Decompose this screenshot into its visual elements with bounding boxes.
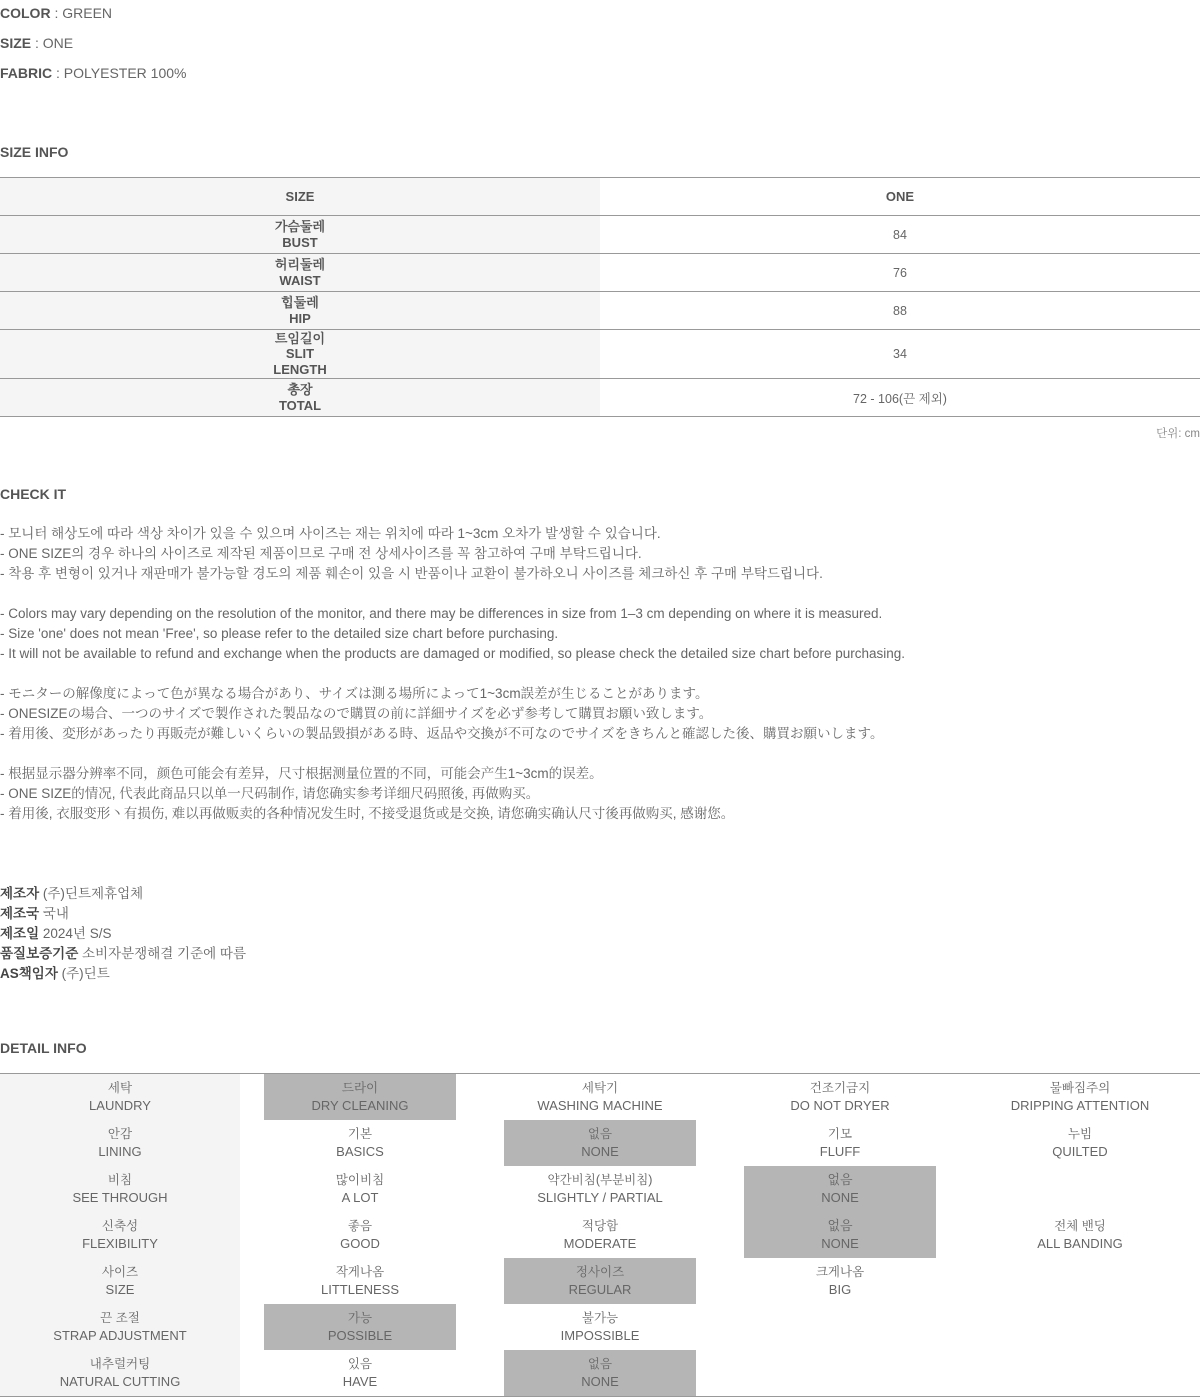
size-row-value: 72 - 106(끈 제외) <box>853 391 947 406</box>
check-it-notes <box>0 524 1200 844</box>
detail-option-selected <box>504 1120 696 1166</box>
detail-option <box>264 1212 456 1258</box>
spec-color <box>0 4 112 22</box>
detail-option <box>504 1212 696 1258</box>
detail-option-ko: 있음 <box>347 1357 373 1371</box>
detail-option-cell <box>240 1304 480 1350</box>
detail-option-selected <box>264 1074 456 1120</box>
detail-head-inner <box>0 1258 240 1304</box>
detail-option-ko: 작게나옴 <box>335 1265 385 1279</box>
note-line: - ONE SIZE의 경우 하나의 사이즈로 제작된 제품이므로 구매 전 상세사이즈를 꼭 참고하여 구매 부탁드립니다. <box>0 546 642 561</box>
detail-option-en: GOOD <box>340 1236 380 1251</box>
detail-option-ko: 적당함 <box>581 1219 619 1233</box>
note-line: - 착용 후 변형이 있거나 재판매가 불가능할 경도의 제품 훼손이 있을 시 반품이나 교환이 불가하오니 사이즈를 체크하신 후 구매 부탁드립니다. <box>0 566 823 581</box>
size-row-label-en: HIP <box>289 310 311 326</box>
mfr-line <box>0 884 246 904</box>
size-header-value: ONE <box>885 189 915 204</box>
detail-option <box>264 1166 456 1212</box>
size-row-label-ko: 허리둘레 <box>274 257 326 272</box>
detail-option-cell <box>240 1350 480 1396</box>
detail-row-head <box>0 1350 240 1396</box>
detail-option-selected <box>264 1304 456 1350</box>
detail-row-head <box>0 1074 240 1120</box>
detail-row-head <box>0 1304 240 1350</box>
detail-option-en: BIG <box>828 1282 852 1297</box>
mfr-value: 국내 <box>39 906 69 921</box>
detail-head-en: NATURAL CUTTING <box>59 1374 181 1389</box>
detail-option-ko: 세탁기 <box>581 1081 619 1095</box>
detail-option-ko: 전체 밴딩 <box>1054 1219 1106 1233</box>
detail-option-en: BASICS <box>336 1144 384 1159</box>
detail-option-en: DRIPPING ATTENTION <box>1010 1098 1150 1113</box>
detail-head-inner <box>0 1120 240 1166</box>
detail-option <box>744 1258 936 1304</box>
detail-option-cell <box>240 1074 480 1120</box>
detail-option-cell <box>480 1212 720 1258</box>
size-row-bust <box>0 216 1200 254</box>
detail-head-ko: 사이즈 <box>101 1265 139 1279</box>
detail-option-selected <box>504 1258 696 1304</box>
detail-option-ko: 많이비침 <box>335 1173 385 1187</box>
detail-option-en: LITTLENESS <box>320 1282 400 1297</box>
detail-option-cell <box>480 1304 720 1350</box>
note-line: - ONESIZEの場合、一つのサイズで製作された製品なので購買の前に詳細サイズを必ず参考して購買お願い致します。 <box>0 706 713 721</box>
detail-option-cell <box>960 1166 1200 1212</box>
detail-head-en: SEE THROUGH <box>72 1190 168 1205</box>
detail-option-ko: 드라이 <box>341 1081 379 1095</box>
detail-option-cell <box>240 1120 480 1166</box>
size-row-value: 34 <box>893 347 907 361</box>
size-row-label-ko: 힙둘레 <box>281 295 319 310</box>
detail-option-cell <box>480 1074 720 1120</box>
detail-option-en: QUILTED <box>1052 1144 1108 1159</box>
size-table-header <box>0 178 1200 216</box>
note-line: - ONE SIZE的情况, 代表此商品只以单一尺码制作, 请您确实参考详细尺码照後, 再做购买。 <box>0 786 540 801</box>
spec-fabric <box>0 64 186 82</box>
detail-option-ko: 기본 <box>347 1127 373 1141</box>
detail-option-cell <box>480 1166 720 1212</box>
size-row-label-ko: 가슴둘레 <box>274 219 326 234</box>
size-row-label-ko: 트임길이 <box>274 330 326 346</box>
detail-option-cell <box>960 1212 1200 1258</box>
detail-head-inner <box>0 1212 240 1258</box>
detail-option-ko: 없음 <box>827 1218 853 1233</box>
spec-size-label: SIZE <box>0 35 32 51</box>
detail-option-cell <box>720 1304 960 1350</box>
detail-head-ko: 신축성 <box>101 1219 139 1233</box>
detail-option-en: A LOT <box>341 1190 379 1205</box>
detail-head-ko: 안감 <box>107 1127 133 1141</box>
size-row-total <box>0 379 1200 417</box>
mfr-line <box>0 944 246 964</box>
note-line: - モニターの解像度によって色が異なる場合があり、サイズは測る場所によって1~3cm誤差が生じることがあります。 <box>0 686 709 701</box>
detail-merged-cell <box>744 1212 936 1258</box>
detail-option-en: DO NOT DRYER <box>790 1098 890 1113</box>
detail-info-title: DETAIL INFO <box>0 1040 87 1056</box>
mfr-line <box>0 904 246 924</box>
detail-head-en: LAUNDRY <box>89 1098 151 1113</box>
detail-merged-cell <box>744 1166 936 1212</box>
detail-head-ko: 끈 조절 <box>100 1311 140 1325</box>
detail-option-en: WASHING MACHINE <box>537 1098 663 1113</box>
size-row-label-en2: LENGTH <box>273 361 327 377</box>
spec-size-value: : ONE <box>31 35 74 51</box>
detail-head-inner <box>0 1304 240 1350</box>
size-row-label <box>0 254 600 291</box>
detail-option-en: DRY CLEANING <box>311 1098 409 1113</box>
check-it-title: CHECK IT <box>0 486 67 502</box>
detail-option-ko: 가능 <box>347 1311 373 1325</box>
detail-option-cell <box>960 1304 1200 1350</box>
detail-option-cell <box>720 1074 960 1120</box>
detail-head-ko: 비침 <box>107 1173 133 1187</box>
spec-color-value: : GREEN <box>50 5 113 21</box>
detail-option-cell <box>240 1212 480 1258</box>
notes-korean <box>0 524 1200 584</box>
detail-option <box>504 1304 696 1350</box>
note-line: - Colors may vary depending on the resolution of the monitor, and there may be differences in size from 1–3 cm depending on where it is measured. <box>0 606 883 621</box>
mfr-value: (주)딘트 <box>57 966 110 981</box>
detail-option-ko: 약간비침(부분비침) <box>547 1173 653 1187</box>
detail-head-en: LINING <box>98 1144 142 1159</box>
detail-option-ko: 불가능 <box>581 1311 619 1325</box>
detail-option <box>744 1120 936 1166</box>
size-row-label <box>0 292 600 329</box>
detail-row <box>0 1304 1200 1350</box>
size-row-label-en: WAIST <box>279 272 321 288</box>
size-row-waist <box>0 254 1200 292</box>
size-info-title: SIZE INFO <box>0 144 69 160</box>
size-row-label <box>0 330 600 378</box>
size-header-label: SIZE <box>0 178 600 215</box>
detail-row-head <box>0 1212 240 1258</box>
spec-fabric-value: : POLYESTER 100% <box>52 65 187 81</box>
detail-option-ko: 크게나옴 <box>815 1265 865 1279</box>
mfr-label: 품질보증기준 <box>0 946 79 961</box>
detail-option-ko: 건조기금지 <box>809 1081 871 1095</box>
detail-head-inner <box>0 1166 240 1212</box>
note-line: - Size 'one' does not mean 'Free', so please refer to the detailed size chart before purchasing. <box>0 626 559 641</box>
notes-english <box>0 604 1200 664</box>
detail-option-en: NONE <box>821 1236 859 1251</box>
detail-head-inner <box>0 1074 240 1120</box>
mfr-line <box>0 924 246 944</box>
detail-option <box>504 1074 696 1120</box>
size-row-label-en: SLIT <box>285 346 315 362</box>
detail-option-en: ALL BANDING <box>1037 1236 1123 1251</box>
note-line: - 着用後、変形があったり再販売が難しいくらいの製品毀損がある時、返品や交換が不可なのでサイズをきちんと確認した後、購買お願いします。 <box>0 726 884 741</box>
size-row-label <box>0 379 600 416</box>
size-row-label-en: TOTAL <box>278 397 322 413</box>
detail-option <box>504 1166 696 1212</box>
detail-head-ko: 내추럴커팅 <box>89 1357 151 1371</box>
detail-option-en: MODERATE <box>563 1236 637 1251</box>
detail-option-cell <box>960 1258 1200 1304</box>
detail-option-en: POSSIBLE <box>327 1328 393 1343</box>
detail-option-cell <box>480 1258 720 1304</box>
detail-row-head <box>0 1120 240 1166</box>
size-row-value: 76 <box>893 265 907 280</box>
detail-head-ko: 세탁 <box>107 1081 133 1095</box>
size-row-value: 88 <box>893 303 907 318</box>
detail-row <box>0 1350 1200 1396</box>
detail-row <box>0 1074 1200 1120</box>
mfr-label: 제조국 <box>0 906 40 921</box>
detail-option-en: SLIGHTLY / PARTIAL <box>537 1190 663 1205</box>
detail-option-ko: 누빔 <box>1067 1127 1093 1141</box>
notes-chinese <box>0 764 1200 824</box>
detail-option <box>984 1212 1176 1258</box>
notes-japanese <box>0 684 1200 744</box>
detail-option-cell <box>720 1350 960 1396</box>
mfr-value: (주)딘트제휴업체 <box>39 886 144 901</box>
detail-option-cell <box>720 1258 960 1304</box>
manufacturer-info <box>0 884 246 984</box>
detail-option-ko: 정사이즈 <box>575 1265 625 1279</box>
detail-row <box>0 1212 1200 1258</box>
detail-row <box>0 1258 1200 1304</box>
detail-option-ko: 없음 <box>587 1127 613 1141</box>
detail-table <box>0 1073 1200 1397</box>
detail-row-head <box>0 1258 240 1304</box>
size-table <box>0 177 1200 417</box>
size-row-label-ko: 총장 <box>287 382 313 397</box>
detail-merged-selected <box>744 1166 936 1258</box>
detail-head-en: SIZE <box>105 1282 135 1297</box>
detail-option <box>984 1120 1176 1166</box>
spec-size <box>0 34 73 52</box>
size-row-value: 84 <box>893 227 907 242</box>
mfr-value: 소비자분쟁해결 기준에 따름 <box>78 946 246 961</box>
detail-option-cell <box>480 1120 720 1166</box>
note-line: - 根据显示器分辨率不同，颜色可能会有差异，尺寸根据测量位置的不同，可能会产生1~3cm的误差。 <box>0 766 603 781</box>
detail-option-cell <box>480 1350 720 1396</box>
detail-option <box>264 1258 456 1304</box>
detail-option-selected <box>504 1350 696 1396</box>
mfr-label: 제조자 <box>0 886 40 901</box>
detail-option-en: NONE <box>581 1374 619 1389</box>
detail-option-en: IMPOSSIBLE <box>560 1328 640 1343</box>
mfr-value: 2024년 S/S <box>39 926 112 941</box>
detail-option-ko: 좋음 <box>347 1219 373 1233</box>
detail-option <box>984 1074 1176 1120</box>
detail-head-en: STRAP ADJUSTMENT <box>53 1328 187 1343</box>
detail-option-cell <box>960 1074 1200 1120</box>
detail-option <box>744 1074 936 1120</box>
detail-option-cell <box>240 1166 480 1212</box>
detail-option-ko: 없음 <box>587 1357 613 1371</box>
note-line: - 모니터 해상도에 따라 색상 차이가 있을 수 있으며 사이즈는 재는 위치에 따라 1~3cm 오차가 발생할 수 있습니다. <box>0 526 661 541</box>
size-row-hip <box>0 292 1200 330</box>
detail-row <box>0 1166 1200 1212</box>
note-line: - It will not be available to refund and exchange when the products are damaged or modified, so please check the detailed size chart before purchasing. <box>0 646 906 661</box>
detail-row-head <box>0 1166 240 1212</box>
detail-option <box>264 1120 456 1166</box>
detail-head-inner <box>0 1350 240 1396</box>
detail-row <box>0 1120 1200 1166</box>
mfr-label: AS책임자 <box>0 966 58 981</box>
detail-option-en: FLUFF <box>819 1144 861 1159</box>
detail-option-en: REGULAR <box>568 1282 632 1297</box>
detail-option-ko: 없음 <box>827 1172 853 1187</box>
detail-option <box>264 1350 456 1396</box>
unit-note: 단위: cm <box>1156 428 1200 440</box>
detail-option-en: NONE <box>821 1190 859 1205</box>
detail-option-ko: 물빠짐주의 <box>1049 1081 1111 1095</box>
detail-option-en: HAVE <box>342 1374 378 1389</box>
detail-option-en: NONE <box>581 1144 619 1159</box>
detail-option-cell <box>960 1350 1200 1396</box>
spec-fabric-label: FABRIC <box>0 65 53 81</box>
size-row-label-en: BUST <box>282 234 318 250</box>
spec-color-label: COLOR <box>0 5 51 21</box>
detail-head-en: FLEXIBILITY <box>82 1236 158 1251</box>
mfr-line <box>0 964 246 984</box>
detail-option-cell <box>960 1120 1200 1166</box>
detail-option-cell <box>720 1120 960 1166</box>
note-line: - 着用後, 衣服变形丶有损伤, 难以再做贩卖的各种情况发生时, 不接受退货或是交换, 请您确实确认尺寸後再做购买, 感谢您。 <box>0 806 735 821</box>
size-row-label <box>0 216 600 253</box>
size-row-slit <box>0 330 1200 379</box>
mfr-label: 제조일 <box>0 926 40 941</box>
detail-option-cell <box>240 1258 480 1304</box>
detail-option-ko: 기모 <box>827 1127 853 1141</box>
